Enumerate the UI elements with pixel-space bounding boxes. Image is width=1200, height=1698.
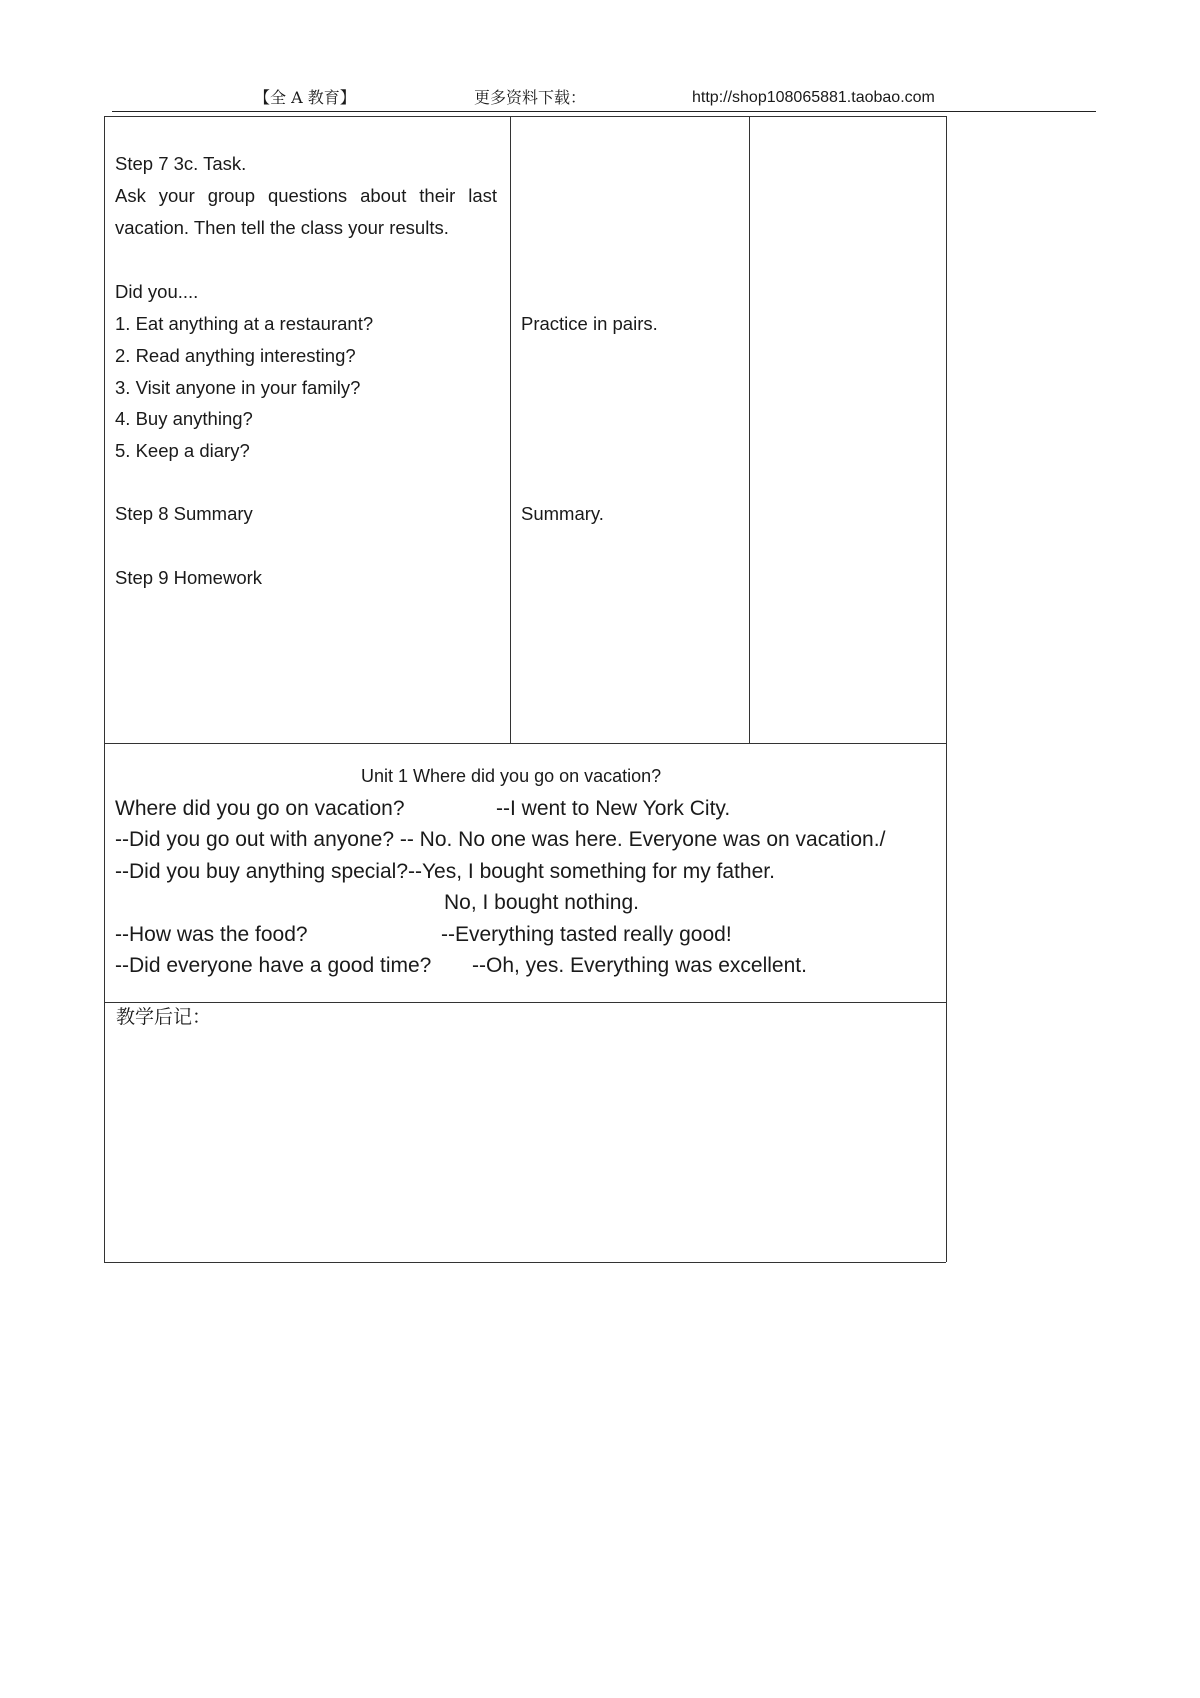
question-3: 3. Visit anyone in your family? <box>115 377 361 398</box>
question-1: 1. Eat anything at a restaurant? <box>115 313 374 334</box>
header-url: http://shop108065881.taobao.com <box>692 89 935 106</box>
table-left-border <box>104 116 105 1262</box>
blackboard-line-4: No, I bought nothing. <box>444 891 639 914</box>
blackboard-line-5b: --Everything tasted really good! <box>441 923 732 946</box>
table-bottom-border <box>104 1262 946 1263</box>
question-2: 2. Read anything interesting? <box>115 345 356 366</box>
header-more-resources: 更多资料下载： <box>474 88 587 107</box>
table-col-divider-1 <box>510 116 511 743</box>
blackboard-line-6a: --Did everyone have a good time? <box>115 954 432 977</box>
blackboard-line-6b: --Oh, yes. Everything was excellent. <box>472 954 807 977</box>
table-row-divider-1 <box>104 743 946 744</box>
blackboard-line-3: --Did you buy anything special?--Yes, I bought something for my father. <box>115 860 775 883</box>
table-row-divider-2 <box>104 1002 946 1003</box>
question-5: 5. Keep a diary? <box>115 440 250 461</box>
blackboard-line-1a: Where did you go on vacation? <box>115 797 405 820</box>
table-top-border <box>104 116 946 117</box>
table-col-divider-2 <box>749 116 750 743</box>
blackboard-line-5a: --How was the food? <box>115 923 308 946</box>
step7-desc-line2: vacation. Then tell the class your results. <box>115 217 449 238</box>
step8-summary: Step 8 Summary <box>115 503 253 524</box>
did-you-label: Did you.... <box>115 281 199 302</box>
header-rule <box>112 111 1096 112</box>
blackboard-line-2: --Did you go out with anyone? -- No. No one was here. Everyone was on vacation./ <box>115 828 886 851</box>
header-brand: 【全 A 教育】 <box>254 88 356 107</box>
question-4: 4. Buy anything? <box>115 408 253 429</box>
blackboard-title: Unit 1 Where did you go on vacation? <box>361 766 662 786</box>
step9-homework: Step 9 Homework <box>115 567 263 588</box>
activity-practice: Practice in pairs. <box>521 313 658 334</box>
step7-desc-line1: Ask your group questions about their last <box>115 185 497 206</box>
step7-title: Step 7 3c. Task. <box>115 153 247 174</box>
teaching-notes-label: 教学后记： <box>116 1006 212 1028</box>
table-right-border <box>946 116 947 1262</box>
blackboard-line-1b: --I went to New York City. <box>496 797 731 820</box>
activity-summary: Summary. <box>521 503 604 524</box>
